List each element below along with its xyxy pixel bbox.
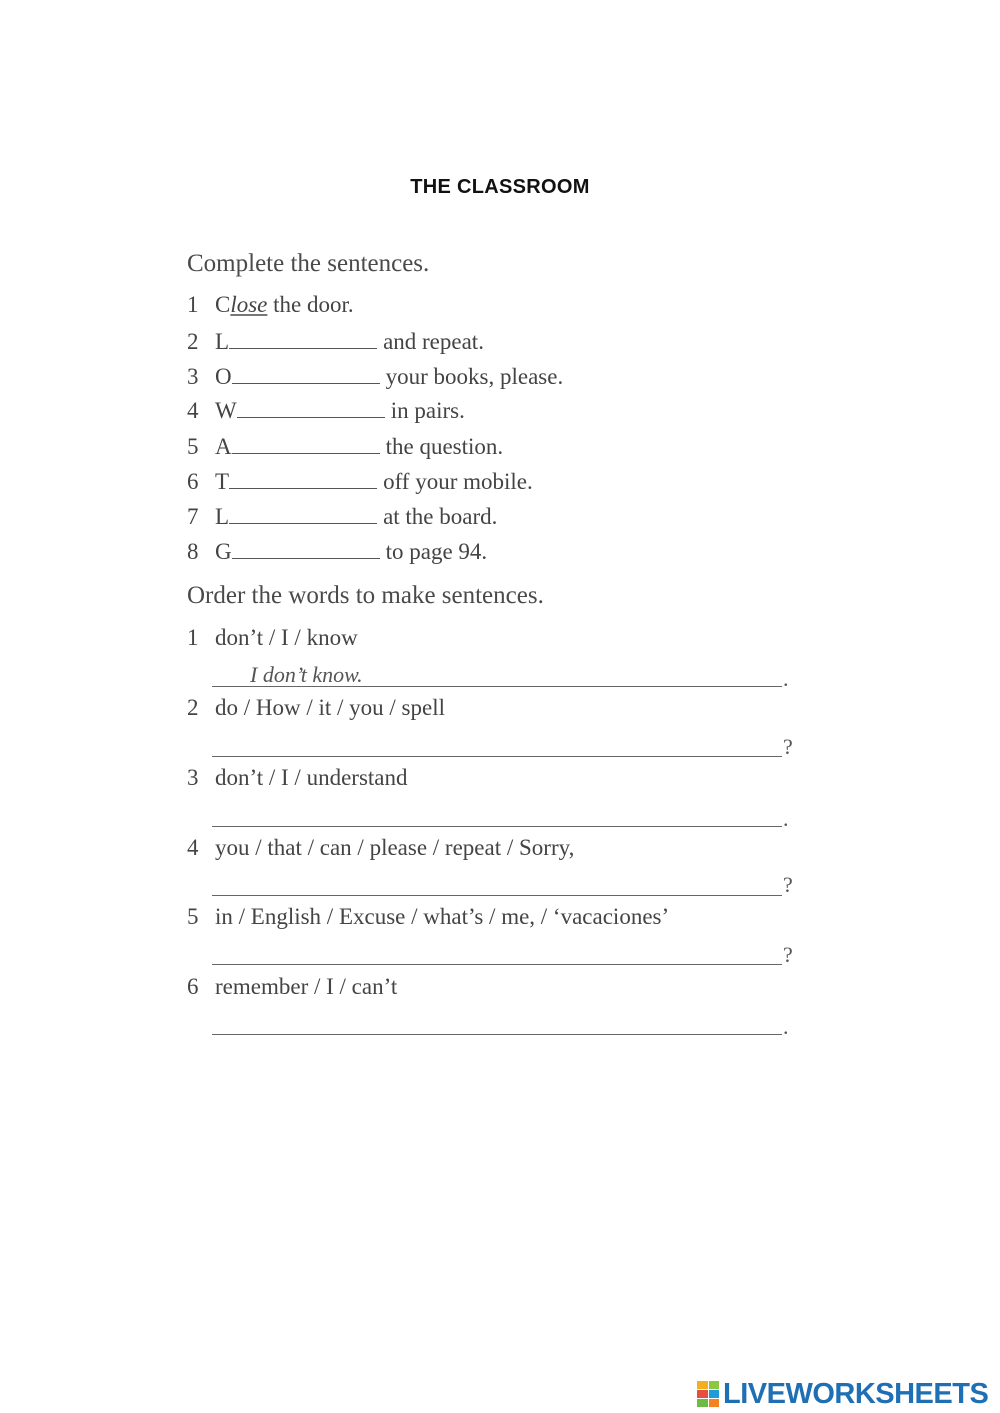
order-item	[187, 904, 669, 934]
item-letter: G	[215, 539, 232, 564]
answer-line[interactable]	[212, 660, 782, 687]
answer-punctuation: .	[783, 806, 789, 831]
answer-punctuation: ?	[783, 734, 793, 759]
item-words: you / that / can / please / repeat / Sorry,	[215, 835, 575, 860]
item-letter: C	[215, 292, 231, 317]
logo-text: LIVEWORKSHEETS	[723, 1377, 989, 1410]
item-number: 2	[187, 695, 199, 720]
order-item	[187, 695, 445, 725]
section1-heading: Complete the sentences.	[187, 250, 430, 277]
item-letter: A	[215, 434, 232, 459]
logo-square	[709, 1390, 720, 1398]
sentence-item	[187, 292, 354, 322]
sentence-item	[187, 503, 497, 533]
item-number: 8	[187, 539, 199, 564]
answer-line[interactable]	[212, 800, 782, 827]
order-item	[187, 835, 574, 865]
order-item	[187, 765, 408, 795]
sentence-item	[187, 538, 487, 568]
liveworksheets-logo[interactable]	[697, 1377, 988, 1411]
answer-line[interactable]	[212, 938, 782, 965]
item-letter: L	[215, 504, 230, 529]
item-number: 5	[187, 434, 199, 459]
item-number: 2	[187, 329, 199, 354]
item-number: 5	[187, 904, 199, 929]
answer-punctuation: .	[783, 666, 789, 691]
item-words: do / How / it / you / spell	[215, 695, 445, 720]
item-rest: at the board.	[383, 504, 498, 529]
item-rest: your books, please.	[385, 364, 564, 389]
answer-blank[interactable]	[232, 433, 380, 454]
item-number: 6	[187, 974, 199, 999]
sentence-item	[187, 328, 484, 358]
answer-blank[interactable]	[229, 328, 377, 349]
item-letter: W	[215, 398, 237, 423]
logo-square	[697, 1381, 708, 1389]
item-rest: in pairs.	[390, 398, 465, 423]
item-number: 1	[187, 292, 199, 317]
answer-blank[interactable]	[232, 363, 380, 384]
example-answer: I don’t know.	[250, 662, 363, 687]
sentence-item	[187, 363, 563, 393]
item-letter: O	[215, 364, 232, 389]
item-number: 6	[187, 469, 199, 494]
sentence-item	[187, 433, 503, 463]
answer-line[interactable]	[212, 869, 782, 896]
item-number: 1	[187, 625, 199, 650]
order-item	[187, 974, 397, 1004]
answer-blank[interactable]	[232, 538, 380, 559]
sentence-item	[187, 468, 533, 498]
item-number: 4	[187, 398, 199, 423]
item-rest: to page 94.	[385, 539, 488, 564]
order-item	[187, 625, 358, 655]
item-rest: and repeat.	[383, 329, 484, 354]
item-letter: L	[215, 329, 230, 354]
item-letter: T	[215, 469, 230, 494]
item-number: 3	[187, 364, 199, 389]
liveworksheets-logo-icon	[697, 1381, 719, 1407]
item-rest: the question.	[385, 434, 504, 459]
logo-square	[697, 1399, 708, 1407]
example-answer: lose	[230, 292, 268, 317]
item-words: don’t / I / understand	[215, 765, 408, 790]
sentence-item	[187, 397, 465, 427]
answer-punctuation: .	[783, 1014, 789, 1039]
answer-punctuation: ?	[783, 872, 793, 897]
item-words: in / English / Excuse / what’s / me, / ‘vacaciones’	[215, 904, 670, 929]
answer-punctuation: ?	[783, 942, 793, 967]
item-number: 4	[187, 835, 199, 860]
answer-line[interactable]	[212, 730, 782, 757]
answer-blank[interactable]	[237, 397, 385, 418]
page-title: THE CLASSROOM	[410, 176, 590, 198]
answer-blank[interactable]	[229, 468, 377, 489]
section2-heading: Order the words to make sentences.	[187, 582, 544, 609]
item-rest: the door.	[273, 292, 354, 317]
answer-blank[interactable]	[229, 503, 377, 524]
item-number: 7	[187, 504, 199, 529]
item-number: 3	[187, 765, 199, 790]
item-words: don’t / I / know	[215, 625, 358, 650]
logo-square	[709, 1381, 720, 1389]
item-words: remember / I / can’t	[215, 974, 398, 999]
item-rest: off your mobile.	[383, 469, 533, 494]
logo-square	[709, 1399, 720, 1407]
answer-line[interactable]	[212, 1008, 782, 1035]
logo-square	[697, 1390, 708, 1398]
